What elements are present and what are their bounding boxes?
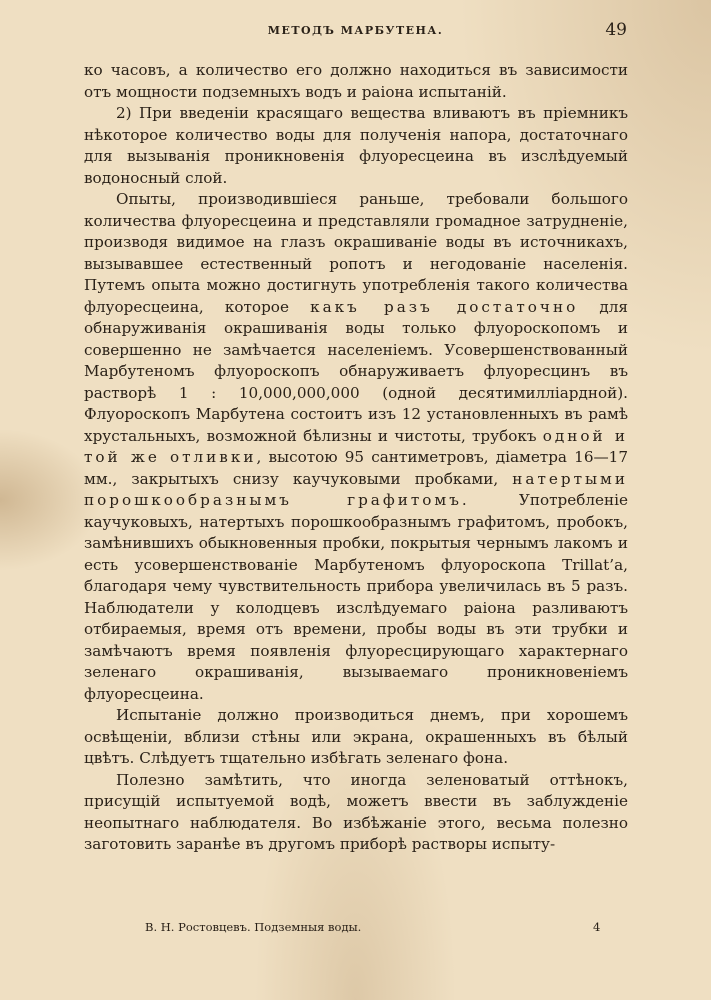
emphasis-text: какъ разъ достаточно [310,297,579,316]
paragraph-text: 2) При введеніи красящаго вещества вливаютъ въ пріемникъ нѣкоторое количество воды для полученія напора, достаточнаго для вызыванія проникновенія флуоресцеина въ изслѣдуемый водоносный слой. [84,104,628,187]
page-footer [0,920,711,940]
sheet-number: 4 [593,920,601,934]
paragraph-daylight [84,705,628,770]
page-header [0,20,711,44]
paragraph-experiments [84,189,628,705]
paragraph-point-2 [84,103,628,189]
paragraph-text: для обнаруживанія окрашиванія воды только флуороскопомъ и совершенно не замѣчается населеніемъ. Усовершенствованный Марбутеномъ флуороскопъ обнаруживаетъ флуоресцинъ въ растворѣ 1 : 10,000,000,000 (одной десятимилліардной). Флуороскопъ Марбутена состоитъ изъ 12 установленныхъ въ рамѣ хрустальныхъ, возможной бѣлизны и чистоты, трубокъ [84,297,628,445]
paragraph-text: Испытаніе должно производиться днемъ, при хорошемъ освѣщеніи, вблизи стѣны или экрана, окрашенныхъ въ бѣлый цвѣтъ. Слѣдуетъ тщательно избѣгать зеленаго фона. [84,706,628,767]
paragraph-continuation [84,60,628,103]
page-number: 49 [605,20,627,40]
paragraph-text: Полезно замѣтить, что иногда зеленоватый оттѣнокъ, присущій испытуемой водѣ, можетъ ввести въ заблужденіе неопытнаго наблюдателя. Во избѣжаніе этого, весьма полезно заготовить заранѣе въ другомъ приборѣ растворы испыту- [84,770,628,853]
paragraph-text: Опыты, производившіеся раньше, требовали большого количества флуоресцеина и представляли громадное затрудненіе, производя видимое на глазъ окрашиваніе воды въ источникахъ, вызывавшее естественный ропотъ и негодованіе населенія. Путемъ опыта можно достигнуть употребленія такого количества флуоресцеина, которое [84,190,628,316]
body-text [84,60,628,856]
paragraph-text: , высотою 95 сантиметровъ, діаметра 16—17 мм., закрытыхъ снизу каучуковыми пробками, [84,448,629,488]
paragraph-text: ко часовъ, а количество его должно находиться въ зависимости отъ мощности подземныхъ водъ и раіона испытаній. [84,61,628,101]
emphasis-text: одной и той же отливки [84,426,628,466]
running-title: МЕТОДЪ МАРБУТЕНА. [267,24,444,37]
paragraph-text: . Употребленіе каучуковыхъ, натертыхъ порошкообразнымъ графитомъ, пробокъ, замѣнившихъ обыкновенныя пробки, покрытыя чернымъ лакомъ и есть усовершенствованіе Марбутеномъ флуороскопа Trillat’а, благодаря чему чувствительность прибора увеличилась въ 5 разъ. Наблюдатели у колодцевъ изслѣдуемаго раіона разливаютъ отбираемыя, время отъ времени, пробы воды въ эти трубки и замѣчаютъ время появленія флуоресцирующаго характернаго зеленаго окрашиванія, вызываемаго проникновеніемъ флуоресцеина. [84,491,628,703]
paragraph-greenish [84,770,628,856]
printer-signature: В. Н. Ростовцевъ. Подземныя воды. [145,920,362,934]
emphasis-text: натертыми порошкообразнымъ графитомъ [84,469,628,509]
